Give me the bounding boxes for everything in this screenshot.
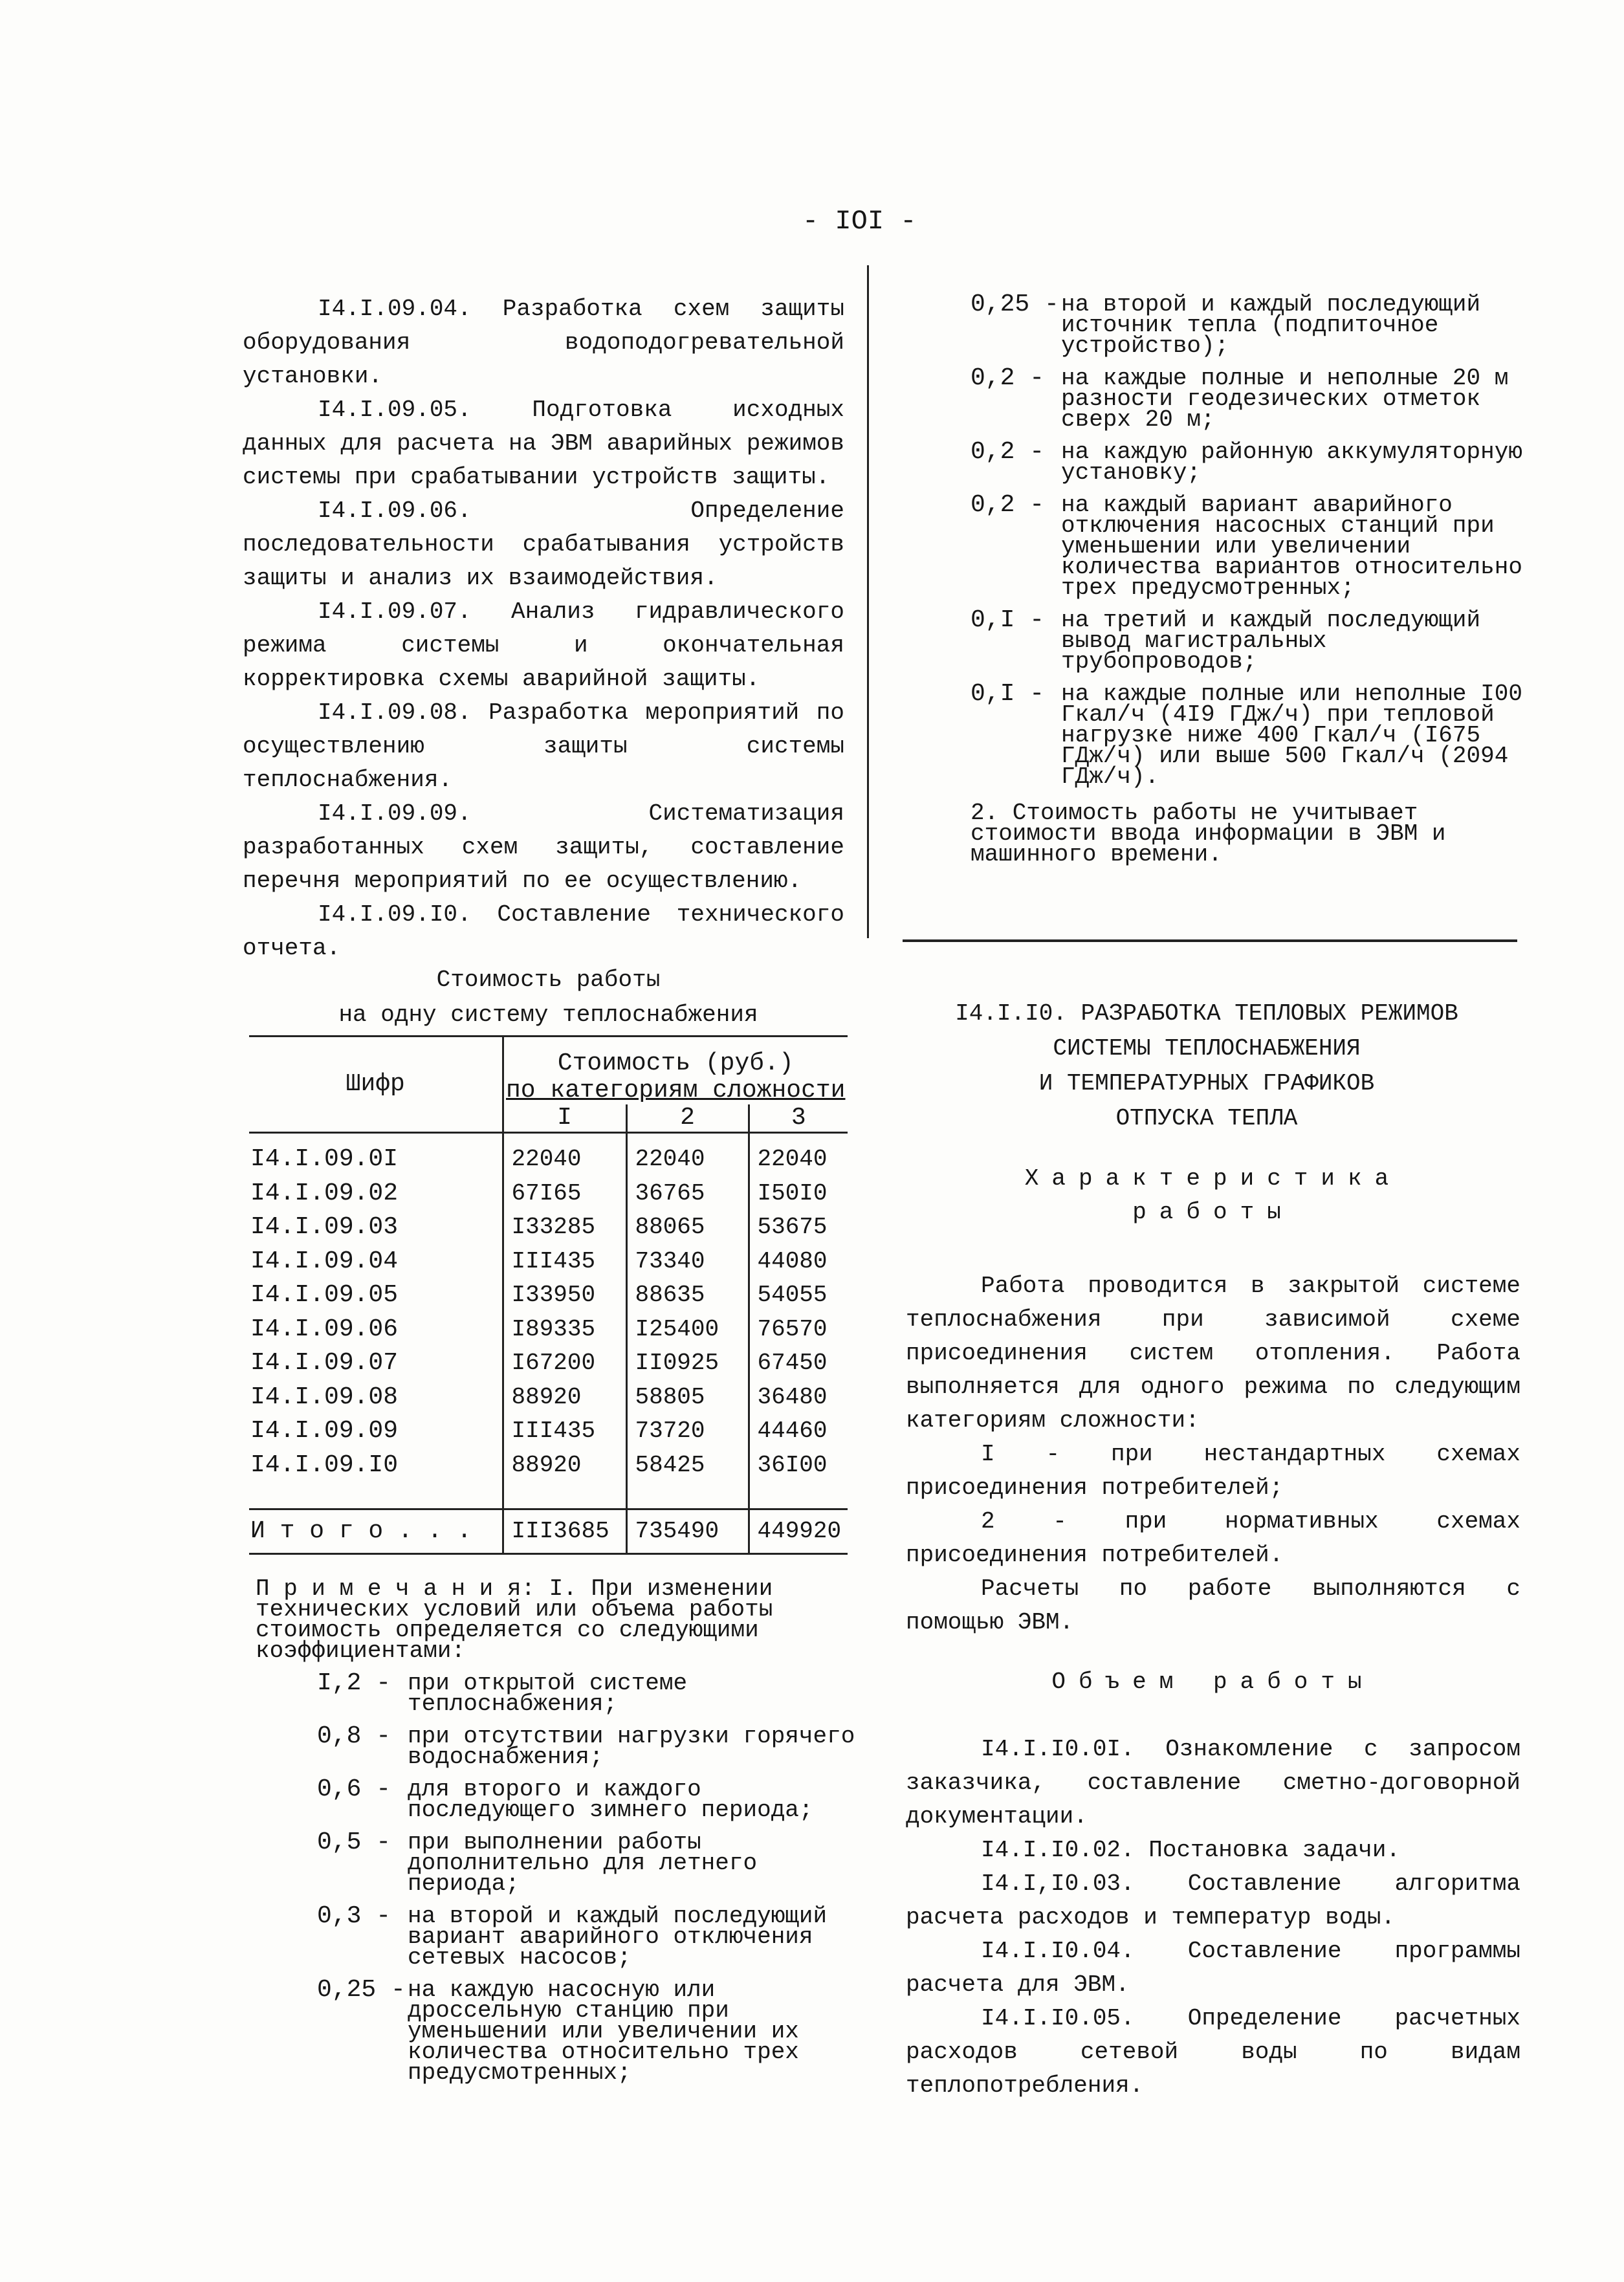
header-cost-line-1: Стоимость (руб.) xyxy=(557,1049,794,1077)
coefficient-item xyxy=(971,680,1527,790)
coefficient-value: 0,2 - xyxy=(971,491,1045,519)
row-code: I4.I.09.06 xyxy=(250,1315,399,1343)
row-cat-1: I33285 xyxy=(503,1211,626,1245)
work-item: I4.I.09.04. Разработка схем защиты оборудования водоподогревательной установки. xyxy=(243,296,844,389)
coefficient-value: 0,2 - xyxy=(971,438,1045,466)
coefficient-item xyxy=(317,1902,877,1971)
table-row xyxy=(249,1143,848,1177)
row-code: I4.I.09.I0 xyxy=(250,1451,399,1479)
coefficient-item xyxy=(317,1976,877,2086)
coefficient-item xyxy=(317,1669,877,1717)
table-row xyxy=(249,1346,848,1381)
header-category-1: I xyxy=(503,1104,626,1133)
coefficient-value: 0,25 - xyxy=(317,1976,406,2004)
table-row xyxy=(249,1245,848,1279)
table-title-line-1: Стоимость работы xyxy=(436,967,661,993)
header-category-2: 2 xyxy=(626,1104,749,1133)
coefficient-text: при отсутствии нагрузки горячего водоснабжения; xyxy=(408,1723,855,1770)
notes-intro: П р и м е ч а н и я: I. При изменении технических условий или объема работы стоимость определяется со следующими коэффициентами: xyxy=(256,1575,773,1664)
work-item: I4.I.09.07. Анализ гидравлического режима системы и окончательная корректировка схемы аварийной защиты. xyxy=(243,598,844,692)
volume-item: I4.I.I0.0I. Ознакомление с запросом заказчика, составление сметно-договорной документации. xyxy=(906,1736,1520,1830)
row-cat-2: 73720 xyxy=(626,1414,749,1449)
volume-item: I4.I.I0.02. Постановка задачи. xyxy=(981,1837,1401,1863)
work-item: I4.I.09.09. Систематизация разработанных схем защиты, составление перечня мероприятий по ее осуществлению. xyxy=(243,800,844,894)
coefficient-text: при открытой системе теплоснабжения; xyxy=(408,1670,688,1717)
total-row xyxy=(249,1509,848,1554)
row-cat-2: I25400 xyxy=(626,1313,749,1347)
table-row xyxy=(249,1449,848,1483)
coefficient-item xyxy=(317,1828,877,1897)
row-cat-2: 88635 xyxy=(626,1278,749,1313)
row-cat-3: 67450 xyxy=(749,1346,848,1381)
row-cat-2: 58805 xyxy=(626,1381,749,1415)
coefficient-text: на второй и каждый последующий источник тепла (подпиточное устройство); xyxy=(1061,291,1481,359)
volume-item: I4.I.I0.04. Составление программы расчета для ЭВМ. xyxy=(906,1938,1520,1998)
total-cat-1: III3685 xyxy=(503,1509,626,1554)
table-row xyxy=(249,1177,848,1211)
characteristic-paragraph: Расчеты по работе выполняются с помощью ЭВМ. xyxy=(906,1575,1520,1636)
volume-heading: Объем работы xyxy=(1051,1669,1375,1695)
total-cat-3: 449920 xyxy=(749,1509,848,1554)
row-cat-1: III435 xyxy=(503,1245,626,1279)
coefficient-text: на каждый вариант аварийного отключения насосных станций при уменьшении или увеличении количества вариантов относительно трех предусмотренных; xyxy=(1061,492,1522,601)
coefficient-item xyxy=(317,1775,877,1823)
row-cat-3: 76570 xyxy=(749,1313,848,1347)
column-divider xyxy=(867,265,869,938)
row-cat-1: 88920 xyxy=(503,1381,626,1415)
row-code: I4.I.09.03 xyxy=(250,1213,399,1241)
coefficient-text: на каждые полные и неполные 20 м разности геодезических отметок сверх 20 м; xyxy=(1061,365,1509,433)
coefficient-item xyxy=(971,491,1527,601)
volume-item: I4.I.I0.05. Определение расчетных расходов сетевой воды по видам теплопотребления. xyxy=(906,2005,1520,2099)
characteristic-heading-1: Характеристика xyxy=(1024,1165,1402,1192)
work-item: I4.I.09.06. Определение последовательности срабатывания устройств защиты и анализ их взаимодействия. xyxy=(243,498,844,591)
row-cat-2: II0925 xyxy=(626,1346,749,1381)
row-cat-1: I67200 xyxy=(503,1346,626,1381)
row-cat-3: 53675 xyxy=(749,1211,848,1245)
work-item: I4.I.09.05. Подготовка исходных данных для расчета на ЭВМ аварийных режимов системы при срабатывании устройств защиты. xyxy=(243,397,844,490)
characteristic-paragraph: I - при нестандартных схемах присоединения потребителей; xyxy=(906,1441,1520,1501)
row-code: I4.I.09.02 xyxy=(250,1179,399,1207)
coefficient-value: I,2 - xyxy=(317,1669,391,1697)
row-cat-2: 88065 xyxy=(626,1211,749,1245)
table-row xyxy=(249,1278,848,1313)
cost-table xyxy=(249,1035,848,1555)
table-row xyxy=(249,1313,848,1347)
work-item: I4.I.09.I0. Составление технического отчета. xyxy=(243,901,844,961)
coefficient-item xyxy=(971,438,1527,486)
coefficient-item xyxy=(971,364,1527,433)
coefficient-text: на каждую насосную или дроссельную станцию при уменьшении или увеличении их количества относительно трех предусмотренных; xyxy=(408,1977,799,2086)
row-cat-1: I89335 xyxy=(503,1313,626,1347)
table-row xyxy=(249,1414,848,1449)
section-divider xyxy=(903,939,1517,942)
row-cat-2: 58425 xyxy=(626,1449,749,1483)
characteristic-heading-2: работы xyxy=(1132,1199,1294,1225)
notes xyxy=(256,1575,877,2086)
coefficient-item xyxy=(971,291,1527,359)
table-row xyxy=(249,1211,848,1245)
coefficient-item xyxy=(971,606,1527,675)
row-cat-3: I50I0 xyxy=(749,1177,848,1211)
row-code: I4.I.09.05 xyxy=(250,1281,399,1309)
left-work-list xyxy=(243,292,844,965)
row-cat-3: 54055 xyxy=(749,1278,848,1313)
row-cat-3: 44080 xyxy=(749,1245,848,1279)
total-label: И т о г о . . . xyxy=(250,1517,472,1545)
characteristic-paragraph: Работа проводится в закрытой системе теплоснабжения при зависимой схеме присоединения систем отопления. Работа выполняется для одного режима по следующим категориям сложности: xyxy=(906,1273,1520,1434)
row-cat-2: 22040 xyxy=(626,1143,749,1177)
row-cat-1: 67I65 xyxy=(503,1177,626,1211)
row-code: I4.I.09.08 xyxy=(250,1383,399,1411)
row-cat-3: 36I00 xyxy=(749,1449,848,1483)
coefficient-text: для второго и каждого последующего зимнего периода; xyxy=(408,1776,813,1823)
section-title-line: ОТПУСКА ТЕПЛА xyxy=(1115,1105,1298,1132)
coefficient-value: 0,6 - xyxy=(317,1775,391,1803)
table-title-line-2: на одну систему теплоснабжения xyxy=(338,1002,758,1028)
section-title-line: I4.I.I0. РАЗРАБОТКА ТЕПЛОВЫХ РЕЖИМОВ xyxy=(955,1000,1458,1027)
coefficient-value: 0,25 - xyxy=(971,291,1059,318)
row-cat-1: III435 xyxy=(503,1414,626,1449)
coefficient-text: при выполнении работы дополнительно для летнего периода; xyxy=(408,1829,758,1897)
section-14-1-10 xyxy=(906,996,1520,2103)
row-cat-3: 22040 xyxy=(749,1143,848,1177)
row-code: I4.I.09.07 xyxy=(250,1349,399,1377)
volume-item: I4.I,I0.03. Составление алгоритма расчета расходов и температур воды. xyxy=(906,1871,1520,1931)
coefficient-value: 0,3 - xyxy=(317,1902,391,1930)
row-cat-3: 44460 xyxy=(749,1414,848,1449)
coefficient-value: 0,I - xyxy=(971,680,1045,708)
row-cat-2: 36765 xyxy=(626,1177,749,1211)
section-title-line: И ТЕМПЕРАТУРНЫХ ГРАФИКОВ xyxy=(1038,1070,1375,1097)
row-cat-3: 36480 xyxy=(749,1381,848,1415)
section-title-line: СИСТЕМЫ ТЕПЛОСНАБЖЕНИЯ xyxy=(1053,1035,1361,1062)
coefficient-value: 0,I - xyxy=(971,606,1045,634)
section-title xyxy=(893,996,1520,1136)
table-title xyxy=(249,963,848,1033)
row-code: I4.I.09.04 xyxy=(250,1247,399,1275)
row-cat-1: I33950 xyxy=(503,1278,626,1313)
header-category-3: 3 xyxy=(749,1104,848,1133)
row-cat-1: 22040 xyxy=(503,1143,626,1177)
coefficient-value: 0,8 - xyxy=(317,1722,391,1750)
work-item: I4.I.09.08. Разработка мероприятий по осуществлению защиты системы теплоснабжения. xyxy=(243,699,844,793)
coefficient-text: на второй и каждый последующий вариант аварийного отключения сетевых насосов; xyxy=(408,1903,828,1971)
total-cat-2: 735490 xyxy=(626,1509,749,1554)
table-row xyxy=(249,1381,848,1415)
coefficient-text: на каждые полные или неполные I00 Гкал/ч (4I9 ГДж/ч) при тепловой нагрузке ниже 400 Гкал/ч (I675 ГДж/ч) или выше 500 Гкал/ч (2094 ГДж/ч). xyxy=(1061,681,1522,790)
row-code: I4.I.09.09 xyxy=(250,1417,399,1445)
right-coefficients xyxy=(971,291,1527,868)
row-cat-1: 88920 xyxy=(503,1449,626,1483)
coefficient-value: 0,2 - xyxy=(971,364,1045,392)
header-code: Шифр xyxy=(249,1037,503,1133)
header-cost xyxy=(503,1037,848,1105)
coefficient-value: 0,5 - xyxy=(317,1828,391,1856)
page-number: - IOI - xyxy=(802,206,917,237)
row-code: I4.I.09.0I xyxy=(250,1145,399,1173)
note-2: 2. Стоимость работы не учитывает стоимости ввода информации в ЭВМ и машинного времени. xyxy=(971,800,1446,868)
header-cost-line-2: по категориям сложности xyxy=(506,1077,846,1104)
coefficient-item xyxy=(317,1722,877,1770)
coefficient-text: на третий и каждый последующий вывод магистральных трубопроводов; xyxy=(1061,607,1481,675)
row-cat-2: 73340 xyxy=(626,1245,749,1279)
characteristic-paragraph: 2 - при нормативных схемах присоединения потребителей. xyxy=(906,1508,1520,1568)
coefficient-text: на каждую районную аккумуляторную установку; xyxy=(1061,439,1522,486)
